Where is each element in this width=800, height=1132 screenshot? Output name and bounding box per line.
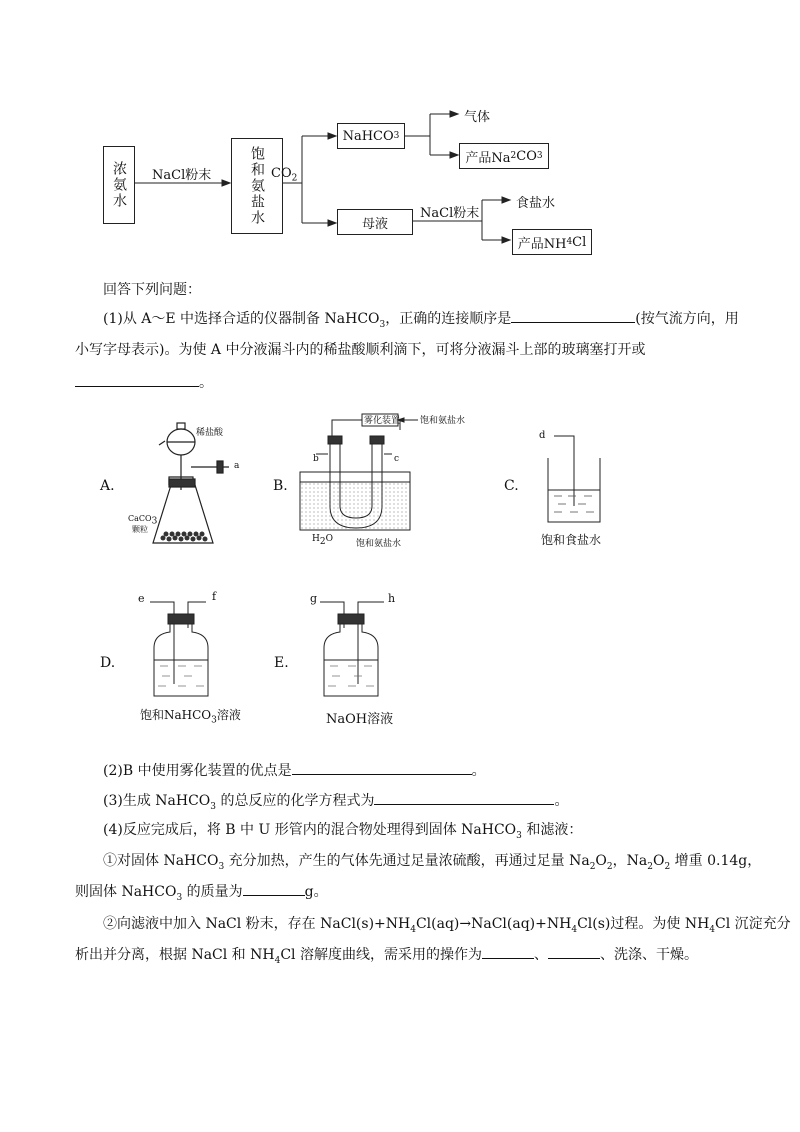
lower-box bbox=[337, 209, 413, 235]
apparatus-d-caption: 饱和NaHCO$_3$溶液 bbox=[140, 708, 241, 726]
q4-part2-answer-blank-1[interactable] bbox=[482, 944, 534, 959]
lower-box-label: 母液 bbox=[361, 216, 388, 232]
product-lower-box: 产品NH 4 Cl bbox=[512, 229, 592, 255]
apparatus-a-label: A. bbox=[100, 478, 115, 494]
apparatus-b-feed-label: 饱和氨盐水 bbox=[420, 416, 466, 426]
apparatus-a-solid-label-2: 颗粒 bbox=[132, 525, 148, 534]
q4-part2-sep1: 、 bbox=[533, 947, 548, 963]
product-upper-box: 产品Na 2 CO 3 bbox=[459, 143, 549, 169]
apparatus-c-caption: 饱和食盐水 bbox=[541, 533, 602, 547]
apparatus-b-port-c: c bbox=[394, 454, 400, 464]
q1-line3 bbox=[75, 372, 735, 393]
gas-label: 气体 bbox=[464, 110, 491, 125]
apparatus-a-solid-label: CaCO$_3$ bbox=[128, 514, 158, 527]
apparatus-d-drawing bbox=[140, 592, 220, 702]
apparatus-b-water-label: $H_2O$ bbox=[312, 534, 333, 547]
q4-part1-line2 bbox=[75, 881, 735, 908]
q4-part2-line1 bbox=[75, 914, 791, 940]
q4-part1-line1 bbox=[75, 851, 763, 877]
apparatus-d-port-f: f bbox=[212, 590, 217, 603]
q4-text: (4)反应完成后，将 B 中 U 形管内的混合物处理得到固体 NaHCO$_3$ 和滤液： bbox=[103, 822, 583, 841]
q1-line1 bbox=[75, 308, 763, 335]
upper-box: NaHCO 3 bbox=[337, 123, 405, 149]
apparatus-a-reagent-label: 稀盐酸 bbox=[196, 428, 224, 438]
q1-tail: (按气流方向，用 bbox=[635, 311, 739, 327]
q1-answer-blank-1[interactable] bbox=[511, 308, 635, 323]
q4-part2-tail: 、洗涤、干燥。 bbox=[599, 947, 698, 963]
q4-part1-text-2: 则固体 NaHCO$_3$ 的质量为 bbox=[75, 884, 243, 903]
q3-tail: 。 bbox=[554, 793, 569, 809]
q4-part1-answer-blank[interactable] bbox=[243, 881, 305, 896]
apparatus-d-label: D. bbox=[100, 655, 116, 671]
intro-text: 回答下列问题： bbox=[103, 282, 201, 298]
q1-answer-blank-2[interactable] bbox=[75, 372, 199, 387]
q4-part1-text: ①对固体 NaHCO$_3$ 充分加热，产生的气体先通过足量浓硫酸，再通过足量 $Na_2O_2$，$Na_2O_2$ 增重 0.14g， bbox=[103, 853, 762, 872]
apparatus-c-port-label: d bbox=[539, 430, 546, 441]
q2-text: (2)B 中使用雾化装置的优点是 bbox=[103, 763, 292, 779]
q1-line3-tail: 。 bbox=[199, 375, 213, 391]
q4-line bbox=[75, 820, 763, 846]
q3-answer-blank[interactable] bbox=[374, 790, 554, 805]
step1-label: NaCl粉末 bbox=[152, 168, 212, 183]
intermediate-label: 饱和氨盐水 bbox=[249, 146, 265, 226]
intermediate-box bbox=[231, 138, 283, 234]
start-label: 浓氨水 bbox=[111, 161, 127, 209]
co2-label: $CO_2$ bbox=[271, 166, 298, 184]
q2-answer-blank[interactable] bbox=[292, 760, 472, 775]
apparatus-c-label: C. bbox=[504, 478, 519, 494]
brine-label: 食盐水 bbox=[516, 196, 556, 211]
q3-line bbox=[75, 790, 763, 817]
apparatus-d-port-e: e bbox=[138, 592, 145, 605]
apparatus-e-port-h: h bbox=[388, 592, 396, 605]
apparatus-b-label: B. bbox=[273, 478, 288, 494]
q4-part2-text: ②向滤液中加入 NaCl 粉末，存在 $NaCl(s)+NH_4Cl(aq)\to NaCl(aq)+NH_4Cl(s)$过程。为使 $NH_4Cl$ 沉淀充分 bbox=[103, 916, 791, 935]
q4-part2-line2 bbox=[75, 944, 735, 971]
start-box bbox=[103, 146, 135, 224]
q2-tail: 。 bbox=[471, 763, 486, 779]
q3-text: (3)生成 NaHCO$_3$ 的总反应的化学方程式为 bbox=[103, 793, 375, 812]
apparatus-e-drawing bbox=[310, 592, 400, 702]
apparatus-c-drawing bbox=[540, 428, 610, 528]
apparatus-e-port-g: g bbox=[310, 592, 318, 605]
step2-label: NaCl粉末 bbox=[420, 206, 480, 221]
q1-text: (1)从 A～E 中选择合适的仪器制备 NaHCO$_3$，正确的连接顺序是 bbox=[103, 311, 512, 330]
q4-part2-answer-blank-2[interactable] bbox=[548, 944, 600, 959]
apparatus-b-content-label: 饱和氨盐水 bbox=[356, 539, 402, 549]
apparatus-b-port-b: b bbox=[313, 454, 319, 464]
apparatus-a-port-label: a bbox=[234, 461, 240, 471]
apparatus-b-drawing bbox=[300, 410, 440, 550]
q4-part2-text-2: 析出并分离，根据 NaCl 和 $NH_4Cl$ 溶解度曲线，需采用的操作为 bbox=[75, 947, 482, 966]
q1-line2: 小写字母表示)。为使 A 中分液漏斗内的稀盐酸顺利滴下，可将分液漏斗上部的玻璃塞打开或 bbox=[75, 342, 646, 358]
apparatus-e-label: E. bbox=[274, 655, 289, 671]
apparatus-b-device-label: 雾化装置 bbox=[364, 416, 401, 426]
q2-line bbox=[75, 760, 763, 781]
q4-part1-tail: g。 bbox=[304, 884, 328, 900]
apparatus-e-caption: NaOH溶液 bbox=[326, 712, 394, 727]
